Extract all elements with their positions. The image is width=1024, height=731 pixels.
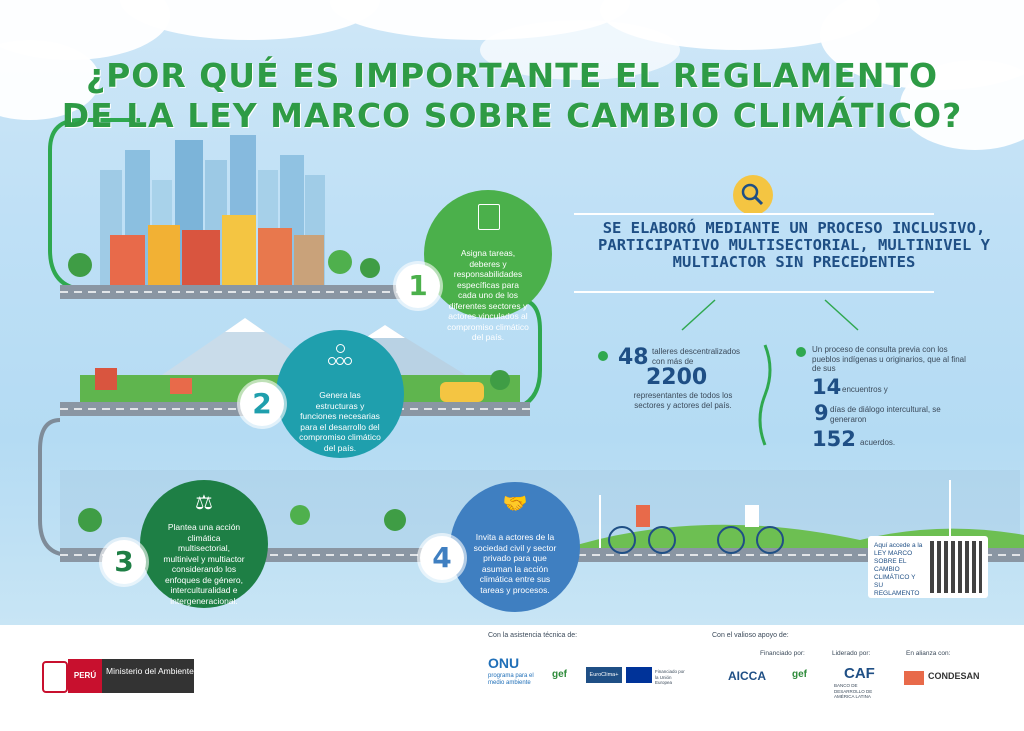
support-label: Con el valioso apoyo de:	[712, 632, 789, 639]
stat-workshops-text: talleres descentralizados con más de	[652, 347, 741, 366]
caf-logo: CAF	[844, 665, 875, 682]
org-chart-icon	[328, 344, 352, 366]
step-1-circle	[424, 190, 552, 342]
title-line-1: ¿POR QUÉ ES IMPORTANTE EL REGLAMENTO	[85, 56, 939, 95]
document-lightbulb-icon	[478, 204, 500, 230]
peru-shield-icon	[42, 661, 68, 693]
chevron-right-icon	[598, 351, 608, 361]
step-3-number: 3	[102, 540, 146, 584]
step-2-circle	[276, 330, 404, 458]
headline: SE ELABORÓ MEDIANTE UN PROCESO INCLUSIVO, PARTICIPATIVO MULTISECTORIAL, MULTINIVEL Y MULTIACTOR SIN PRECEDENTES	[598, 219, 990, 271]
step-3-circle	[140, 480, 268, 608]
aicca-logo: AICCA	[728, 669, 766, 683]
tech-assistance-label: Con la asistencia técnica de:	[488, 632, 578, 639]
step-1-number: 1	[396, 264, 440, 308]
stat-days-text: días de diálogo intercultural, se generaron	[830, 405, 941, 424]
step-4-text: Invita a actores de la sociedad civil y sector privado para que asuman la acción climática entre sus tareas y procesos.	[473, 532, 557, 595]
step-2-text: Genera las estructuras y funciones necesarias para el desarrollo del compromiso climático del país.	[299, 390, 381, 453]
qr-text: Aquí accede a la LEY MARCO SOBRE EL CAMBIO CLIMÁTICO Y SU REGLAMENTO	[874, 542, 923, 597]
condesan-icon	[904, 671, 924, 685]
footer	[0, 625, 1024, 731]
stat-days-number: 9	[814, 401, 829, 425]
scales-icon: ⚖	[195, 492, 213, 514]
title-line-2: DE LA LEY MARCO SOBRE CAMBIO CLIMÁTICO?	[61, 96, 963, 135]
alliance-label: En alianza con:	[906, 650, 951, 657]
financed-label: Financiado por:	[760, 650, 805, 657]
stat-consultation-intro: Un proceso de consulta previa con los pueblos indígenas u originarios, que al final de sus	[812, 345, 966, 373]
step-3-text: Plantea una acción climática multisectorial, multinivel y multiactor considerando los enfoques de género, interculturalidad e intergeneracional.	[163, 522, 245, 606]
gef-logo-2: gef	[792, 669, 807, 680]
qr-code-icon[interactable]	[930, 541, 982, 593]
step-4-circle	[450, 482, 580, 612]
onu-logo: ONU	[488, 655, 520, 671]
euroclima-logo: EuroClima+	[586, 667, 622, 683]
stat-representatives-number: 2200	[646, 365, 708, 390]
step-4-number: 4	[420, 536, 464, 580]
eu-flag-icon	[626, 667, 652, 683]
caf-sub: BANCO DE DESARROLLO DE AMÉRICA LATINA	[834, 683, 873, 699]
stat-meetings-text: encuentros y	[842, 385, 888, 394]
stats-right	[796, 345, 972, 455]
step-1-text: Asigna tareas, deberes y responsabilidades específicas para cada uno de los diferentes sectores y actores vinculados al compromiso climático del país.	[447, 248, 529, 342]
peru-label: PERÚ	[68, 659, 102, 693]
ministry-name: Ministerio del Ambiente	[102, 659, 194, 693]
qr-box[interactable]	[868, 536, 988, 598]
city-illustration	[68, 135, 380, 285]
condesan-logo: CONDESAN	[928, 671, 980, 681]
stat-agreements-text: acuerdos.	[860, 438, 896, 447]
chevron-right-icon	[796, 347, 806, 357]
onu-sub: programa para el medio ambiente	[488, 673, 534, 686]
gef-logo: gef	[552, 669, 567, 680]
led-label: Liderado por:	[832, 650, 871, 657]
step-2-number: 2	[240, 382, 284, 426]
stat-workshops-number: 48	[618, 345, 649, 370]
handshake-icon: 🤝	[502, 493, 528, 515]
stat-agreements-number: 152	[812, 427, 856, 451]
stat-meetings-number: 14	[812, 375, 842, 399]
stat-representatives-text: representantes de todos los sectores y actores del país.	[633, 391, 733, 410]
eu-text: Financiado por la Unión Europea	[655, 669, 685, 685]
